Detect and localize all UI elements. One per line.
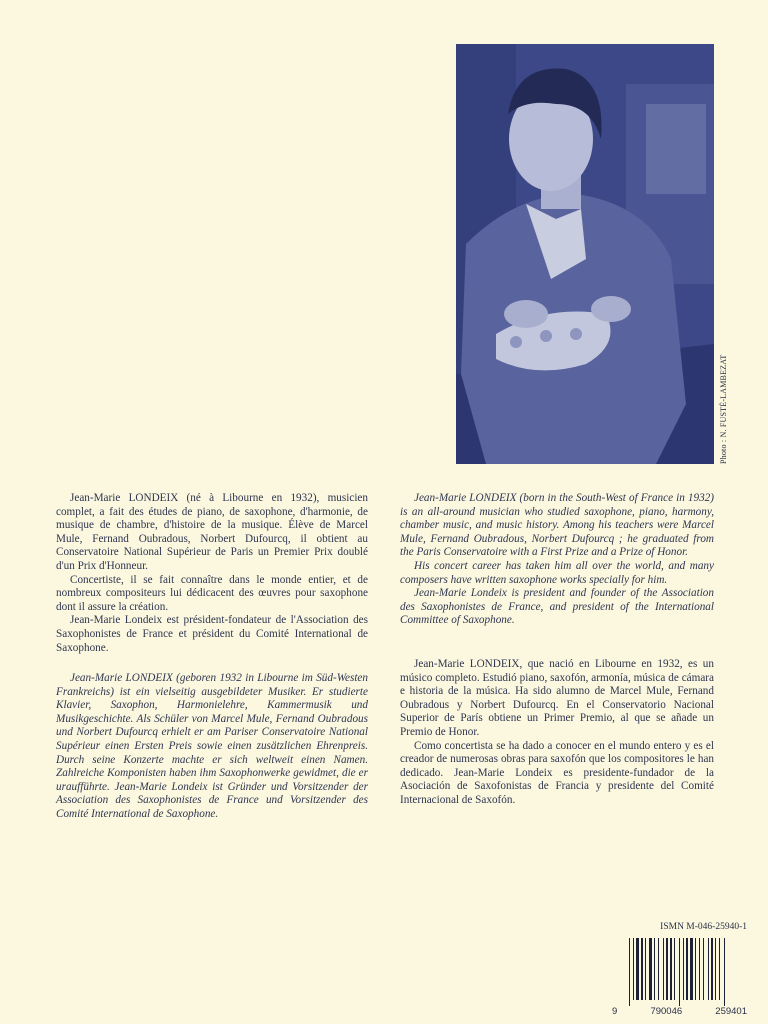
barcode-bar bbox=[666, 938, 668, 1000]
german-paragraph-1: Jean-Marie LONDEIX (geboren 1932 in Libourne im Süd-Westen Frankreichs) ist ein vielseitig ausgebildeter Musiker. Er studierte Klavier, Saxophon, Harmonielehre, Kammermusik und Musikgeschichte. Als Schüler von Marcel Mule, Fernand Oubradous und Norbert Dufourcq erhielt er am Pariser Conservatoire National Supérieur einen Ersten Preis sowie einen zusätzlichen Ehrenpreis. Durch seine Konzerte machte er sich weltweit einen Namen. Zahlreiche Komponisten haben ihm Saxophonwerke gewidmet, die er uraufführte. Jean-Marie Londeix ist Gründer und Vorsitzender der Association des Saxophonistes de France und Vorsitzender des Comité International de Saxophone. bbox=[56, 672, 368, 820]
barcode bbox=[629, 938, 747, 1006]
french-paragraph-2: Concertiste, il se fait connaître dans le monde entier, et de nombreux compositeurs lui dédicacent des œuvres pour saxophone dont il assure la création. bbox=[56, 573, 368, 613]
barcode-bar bbox=[708, 938, 709, 1000]
barcode-bar bbox=[658, 938, 659, 1000]
english-paragraph-3: Jean-Marie Londeix is president and founder of the Association des Saxophonistes de France, and president of the International Committee of Saxophone. bbox=[400, 587, 714, 627]
barcode-bar bbox=[633, 938, 634, 1000]
barcode-digit-group-2: 259401 bbox=[715, 1006, 747, 1017]
french-biography bbox=[56, 492, 368, 655]
barcode-bar bbox=[645, 938, 646, 1000]
barcode-bar bbox=[699, 938, 700, 1000]
barcode-bar bbox=[711, 938, 713, 1000]
portrait-illustration bbox=[456, 44, 714, 464]
spanish-paragraph-1: Jean-Marie LONDEIX, que nació en Libourne en 1932, es un músico completo. Estudió piano, saxofón, armonía, música de cámara e historia de la música. Ha sido alumno de Marcel Mule, Fernand Oubradous y Norbert Dufourcq. En el Conservatorio Nacional Superior de París obtiene un Primer Premio, al que se añade un Premio de Honor. bbox=[400, 658, 714, 738]
english-biography bbox=[400, 492, 714, 628]
spanish-biography bbox=[400, 658, 714, 808]
barcode-bar bbox=[674, 938, 675, 1000]
barcode-bar bbox=[683, 938, 684, 1000]
barcode-bar bbox=[686, 938, 688, 1000]
barcode-bar bbox=[636, 938, 639, 1000]
barcode-bar bbox=[703, 938, 704, 1000]
barcode-bar bbox=[690, 938, 693, 1000]
barcode-bar bbox=[641, 938, 643, 1000]
english-paragraph-1: Jean-Marie LONDEIX (born in the South-West of France in 1932) is an all-around musician who studied saxophone, piano, harmony, chamber music, and music history. Among his teachers were Marcel Mule, Fernand Oubradous, Norbert Dufourcq ; he graduated from the Paris Conservatoire with a First Prize and a Prize of Honor. bbox=[400, 492, 714, 559]
spanish-paragraph-2: Como concertista se ha dado a conocer en el mundo entero y es el creador de numerosas obras para saxofón que los compositores le han dedicado. Jean-Marie Londeix es presidente-fundador de la Asociación de Saxofonistas de Francia y presidente del Comité Internacional de Saxofón. bbox=[400, 739, 714, 806]
barcode-bar bbox=[670, 938, 672, 1000]
french-paragraph-1: Jean-Marie LONDEIX (né à Libourne en 1932), musicien complet, a fait des études de piano, de saxophone, d'harmonie, de musique de chambre, d'histoire de la musique. Élève de Marcel Mule, Fernand Oubradous, Norbert Dufourcq, il obtient au Conservatoire National Supérieur de Paris un Premier Prix doublé d'un Prix d'Honneur. bbox=[56, 492, 368, 572]
barcode-digit-group-1: 790046 bbox=[650, 1006, 683, 1017]
ismn-barcode-block bbox=[612, 922, 747, 1017]
barcode-bar bbox=[654, 938, 655, 1000]
french-paragraph-3: Jean-Marie Londeix est président-fondateur de l'Association des Saxophonistes de France et président du Comité International de Saxophone. bbox=[56, 614, 368, 654]
barcode-bar bbox=[715, 938, 716, 1000]
english-paragraph-2: His concert career has taken him all over the world, and many composers have written saxophone works specially for him. bbox=[400, 559, 714, 586]
barcode-bar bbox=[649, 938, 652, 1000]
portrait-photo bbox=[456, 44, 714, 464]
barcode-bar bbox=[724, 938, 725, 1006]
barcode-bar bbox=[629, 938, 630, 1006]
barcode-bar bbox=[679, 938, 680, 1006]
barcode-digit-first: 9 bbox=[612, 1006, 618, 1017]
barcode-bar bbox=[663, 938, 664, 1000]
barcode-digits bbox=[612, 1006, 747, 1017]
german-biography bbox=[56, 672, 368, 822]
barcode-bar bbox=[695, 938, 696, 1000]
barcode-bar bbox=[719, 938, 720, 1000]
ismn-number: ISMN M-046-25940-1 bbox=[660, 922, 747, 932]
photo-credit: Photo : N. FUSTÉ-LAMBEZAT bbox=[719, 354, 728, 464]
